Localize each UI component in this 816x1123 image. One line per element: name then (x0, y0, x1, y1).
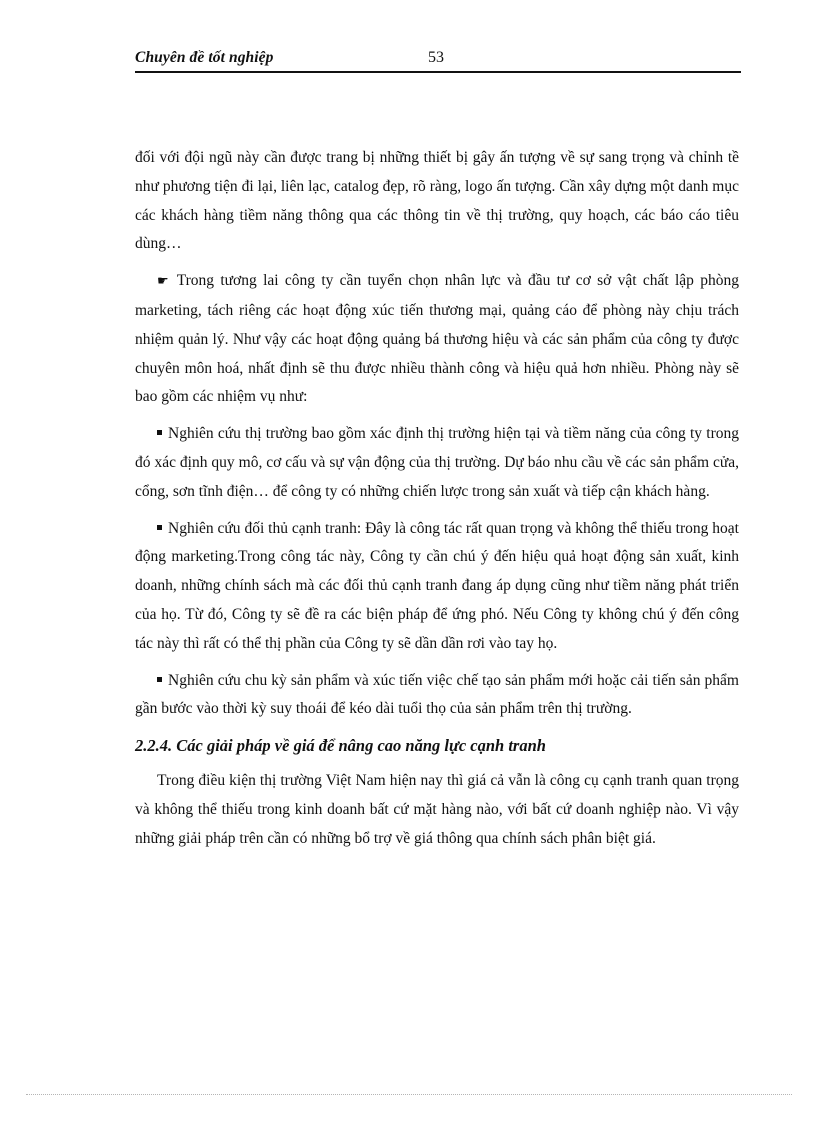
bullet-item-competitor-research (135, 515, 739, 659)
square-bullet-icon (157, 430, 162, 435)
paragraph-text: Trong tương lai công ty cần tuyển chọn nhân lực và đầu tư cơ sở vật chất lập phòng marketing, tách riêng các hoạt động xúc tiến thương mại, quảng cáo để phòng này chịu trách nhiệm quản lý. Như vậy các hoạt động quảng bá thương hiệu và các sản phẩm của công ty được chuyên môn hoá, nhất định sẽ thu được nhiều thành công và hiệu quả hơn nhiều. Phòng này sẽ bao gồm các nhiệm vụ như: (135, 272, 739, 406)
square-bullet-icon (157, 525, 162, 530)
page-header (135, 47, 741, 73)
section-heading: 2.2.4. Các giải pháp về giá để nâng cao năng lực cạnh tranh (135, 736, 546, 756)
pointing-hand-icon: ☛ (157, 274, 169, 290)
bullet-text: Nghiên cứu thị trường bao gồm xác định thị trường hiện tại và tiềm năng của công ty trong đó xác định quy mô, cơ cấu và sự vận động của thị trường. Dự báo nhu cầu về các sản phẩm cửa, cổng, sơn tĩnh điện… để công ty có những chiến lược trong sản xuất và tiếp cận khách hàng. (135, 425, 739, 500)
page-number: 53 (428, 49, 444, 66)
footer-divider (26, 1094, 792, 1095)
bullet-item-product-lifecycle (135, 667, 739, 725)
bullet-item-market-research (135, 420, 739, 506)
paragraph-intro: đối với đội ngũ này cần được trang bị những thiết bị gây ấn tượng về sự sang trọng và chỉnh tề như phương tiện đi lại, liên lạc, catalog đẹp, rõ ràng, logo ấn tượng. Cần xây dựng một danh mục các khách hàng tiềm năng thông qua các thông tin về thị trường, quy hoạch, các báo cáo tiêu dùng… (135, 149, 739, 253)
paragraph-pricing: Trong điều kiện thị trường Việt Nam hiện nay thì giá cả vẫn là công cụ cạnh tranh quan trọng và không thể thiếu trong kinh doanh bất cứ mặt hàng nào, với bất cứ doanh nghiệp nào. Vì vậy những giải pháp trên cần có những bổ trợ về giá thông qua chính sách phân biệt giá. (135, 771, 739, 847)
bullet-text: Nghiên cứu đối thủ cạnh tranh: Đây là công tác rất quan trọng và không thể thiếu trong hoạt động marketing.Trong công tác này, Công ty cần chú ý đến hiệu quả hoạt động sản xuất, kinh doanh, những chính sách mà các đối thủ cạnh tranh đang áp dụng cũng như tiềm năng phát triển của họ. Từ đó, Công ty sẽ đề ra các biện pháp để ứng phó. Nếu Công ty không chú ý đến công tác này thì rất có thể thị phần của Công ty sẽ dần dần rơi vào tay họ. (135, 519, 739, 652)
document-body (135, 144, 739, 861)
header-title: Chuyên đề tốt nghiệp (135, 49, 274, 66)
paragraph-marketing-department (135, 267, 739, 412)
square-bullet-icon (157, 677, 162, 682)
bullet-text: Nghiên cứu chu kỳ sản phẩm và xúc tiến việc chế tạo sản phẩm mới hoặc cải tiến sản phẩm gần bước vào thời kỳ suy thoái để kéo dài tuổi thọ của sản phẩm trên thị trường. (135, 671, 739, 718)
